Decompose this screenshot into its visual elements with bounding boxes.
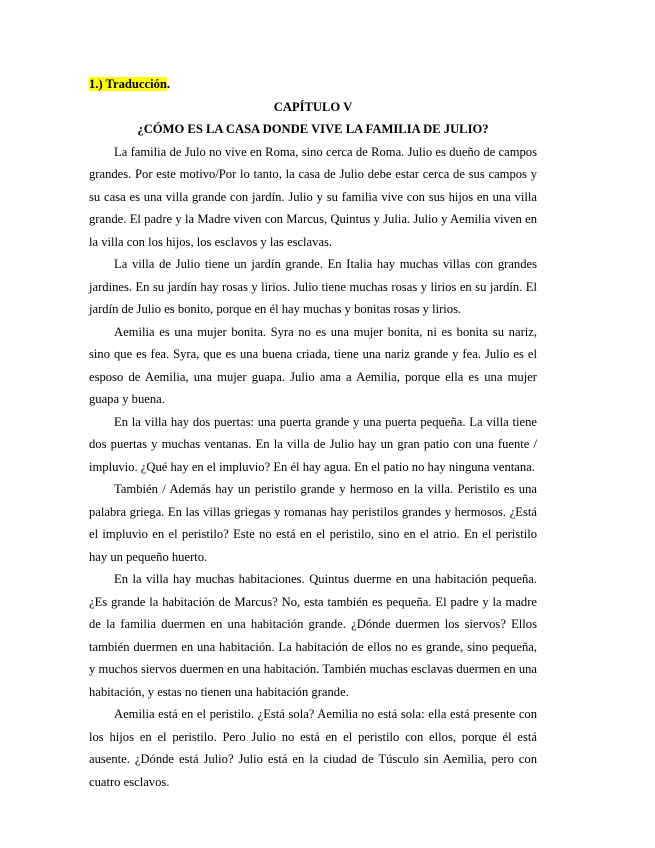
highlighted-heading-label: 1.) Traducción bbox=[89, 77, 167, 91]
paragraph-1: La familia de Julo no vive en Roma, sino cerca de Roma. Julio es dueño de campos grandes. Por este motivo/Por lo tanto, la casa de Julio debe estar cerca de sus campos y su casa es una villa grande con jardín. Julio y su familia vive con sus hijos en una villa grande. El padre y la Madre viven con Marcus, Quintus y Julia. Julio y Aemilia viven en la villa con los hijos, los esclavos y las esclavas. bbox=[89, 144, 537, 249]
paragraph-2: La villa de Julio tiene un jardín grande. En Italia hay muchas villas con grandes jardines. En su jardín hay rosas y lirios. Julio tiene muchas rosas y lirios en su jardín. El jardín de Julio es bonito, porque en él hay muchas y bonitas rosas y lirios. bbox=[89, 257, 537, 316]
paragraph-6: En la villa hay muchas habitaciones. Quintus duerme en una habitación pequeña. ¿Es grande la habitación de Marcus? No, esta también es pequeña. El padre y la madre de la familia duermen en una habitación grande. ¿Dónde duermen los siervos? Ellos también duermen en una habitación. La habitación de ellos no es grande, sino pequeña, y muchos siervos duermen en una habitación. También muchas esclavas duermen en una habitación, y estas no tienen una habitación grande. bbox=[89, 572, 537, 699]
paragraph-3: Aemilia es una mujer bonita. Syra no es una mujer bonita, ni es bonita su nariz, sino que es fea. Syra, que es una buena criada, tiene una nariz grande y fea. Julio es el esposo de Aemilia, una mujer guapa. Julio ama a Aemilia, porque ella es una mujer guapa y buena. bbox=[89, 324, 537, 406]
document-content bbox=[89, 73, 537, 793]
paragraph-7: Aemilia está en el peristilo. ¿Está sola? Aemilia no está sola: ella está presente con los hijos en el peristilo. Pero Julio no está en el peristilo con ellos, porque él está ausente. ¿Dónde está Julio? Julio está en la ciudad de Túsculo sin Aemilia, pero con cuatro esclavos. bbox=[89, 707, 537, 789]
chapter-subtitle: ¿CÓMO ES LA CASA DONDE VIVE LA FAMILIA DE JULIO? bbox=[137, 122, 489, 136]
paragraph-4: En la villa hay dos puertas: una puerta grande y una puerta pequeña. La villa tiene dos puertas y muchas ventanas. En la villa de Julio hay un gran patio con una fuente / impluvio. ¿Qué hay en el impluvio? En él hay agua. En el patio no hay ninguna ventana. bbox=[89, 414, 537, 474]
section-heading bbox=[89, 73, 537, 96]
heading-period: . bbox=[166, 77, 171, 91]
chapter-title: CAPÍTULO V bbox=[273, 99, 353, 114]
paragraph-5: También / Además hay un peristilo grande y hermoso en la villa. Peristilo es una palabra griega. En las villas griegas y romanas hay peristilos grandes y hermosos. ¿Está el impluvio en el peristilo? Este no está en el peristilo, sino en el atrio. En el peristilo hay un pequeño huerto. bbox=[89, 482, 537, 564]
